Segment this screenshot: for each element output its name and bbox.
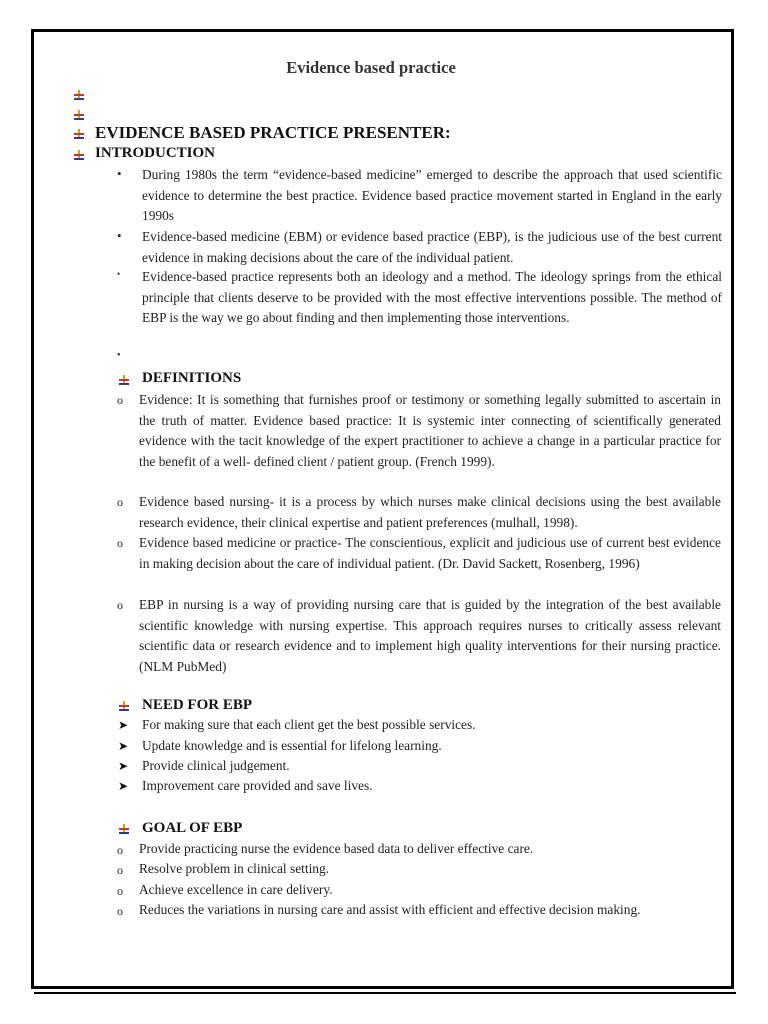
bullet-dot: • — [117, 350, 121, 361]
flag-bullet-icon — [118, 374, 130, 386]
flag-bullet-icon — [73, 89, 85, 101]
circle-bullet: o — [117, 843, 123, 857]
flag-bullet-icon — [73, 149, 85, 161]
intro-item: Evidence-based medicine (EBM) or evidence based practice (EBP), is the judicious use of the best current evidence in making decisions about the care of the individual patient. — [142, 229, 722, 265]
arrow-bullet-icon: ➤ — [118, 759, 129, 773]
definition-item: Evidence based medicine or practice- The conscientious, explicit and judicious use of current best evidence in making decision about the care of individual patient. (Dr. David Sackett, Rosenberg, 1996) — [139, 535, 721, 571]
arrow-bullet-icon: ➤ — [118, 739, 129, 753]
circle-bullet: o — [117, 904, 123, 918]
goal-item: Achieve excellence in care delivery. — [139, 882, 333, 897]
intro-item: During 1980s the term “evidence-based medicine” emerged to describe the approach that used scientific evidence to determine the best practice. Evidence based practice movement started in England in the early 1990s — [142, 167, 722, 224]
need-item: Provide clinical judgement. — [142, 758, 290, 773]
bullet-dot: • — [117, 228, 122, 243]
presenter-heading: EVIDENCE BASED PRACTICE PRESENTER: — [95, 123, 451, 142]
definitions-heading: DEFINITIONS — [142, 370, 242, 386]
bullet-dot: • — [117, 166, 122, 181]
flag-bullet-icon — [118, 700, 130, 712]
doc-title: Evidence based practice — [286, 58, 456, 77]
need-heading: NEED FOR EBP — [142, 697, 253, 713]
intro-item: Evidence-based practice represents both an ideology and a method. The ideology springs from the ethical principle that clients deserve to be provided with the most effective interventions possible. The method of EBP is the way we go about finding and then implementing those interventions. — [142, 269, 722, 326]
arrow-bullet-icon: ➤ — [118, 718, 129, 732]
circle-bullet: o — [117, 393, 123, 407]
arrow-bullet-icon: ➤ — [118, 779, 129, 793]
goal-heading: GOAL OF EBP — [142, 820, 243, 836]
flag-bullet-icon — [73, 128, 85, 140]
need-item: For making sure that each client get the best possible services. — [142, 717, 476, 732]
flag-bullet-icon — [118, 823, 130, 835]
goal-item: Reduces the variations in nursing care and assist with efficient and effective decision making. — [139, 902, 641, 917]
definition-item: EBP in nursing is a way of providing nursing care that is guided by the integration of the best available scientific knowledge with nursing expertise. This approach requires nurses to critically assess relevant scientific data or research evidence and to implement high quality interventions for their nursing practice. (NLM PubMed) — [139, 597, 721, 674]
goal-item: Resolve problem in clinical setting. — [139, 861, 330, 876]
circle-bullet: o — [117, 884, 123, 898]
circle-bullet: o — [117, 536, 123, 550]
introduction-heading: INTRODUCTION — [95, 145, 216, 161]
bullet-dot: • — [117, 269, 121, 279]
circle-bullet: o — [117, 863, 123, 877]
circle-bullet: o — [117, 598, 123, 612]
definition-item: Evidence: It is something that furnishes proof or testimony or something legally submitted to ascertain in the truth of matter. Evidence based practice: It is systemic inter connecting of scientifically generated evidence with the tacit knowledge of the expert practitioner to achieve a change in a particular practice for the benefit of a well- defined client / patient group. (French 1999). — [139, 392, 721, 469]
definition-item: Evidence based nursing- it is a process by which nurses make clinical decisions using the best available research evidence, their clinical expertise and patient preferences (mulhall, 1998). — [139, 494, 721, 530]
circle-bullet: o — [117, 495, 123, 509]
page-bottom-rule — [34, 992, 736, 994]
goal-item: Provide practicing nurse the evidence based data to deliver effective care. — [139, 841, 534, 856]
need-item: Update knowledge and is essential for lifelong learning. — [142, 738, 442, 753]
flag-bullet-icon — [73, 109, 85, 121]
need-item: Improvement care provided and save lives. — [142, 778, 373, 793]
